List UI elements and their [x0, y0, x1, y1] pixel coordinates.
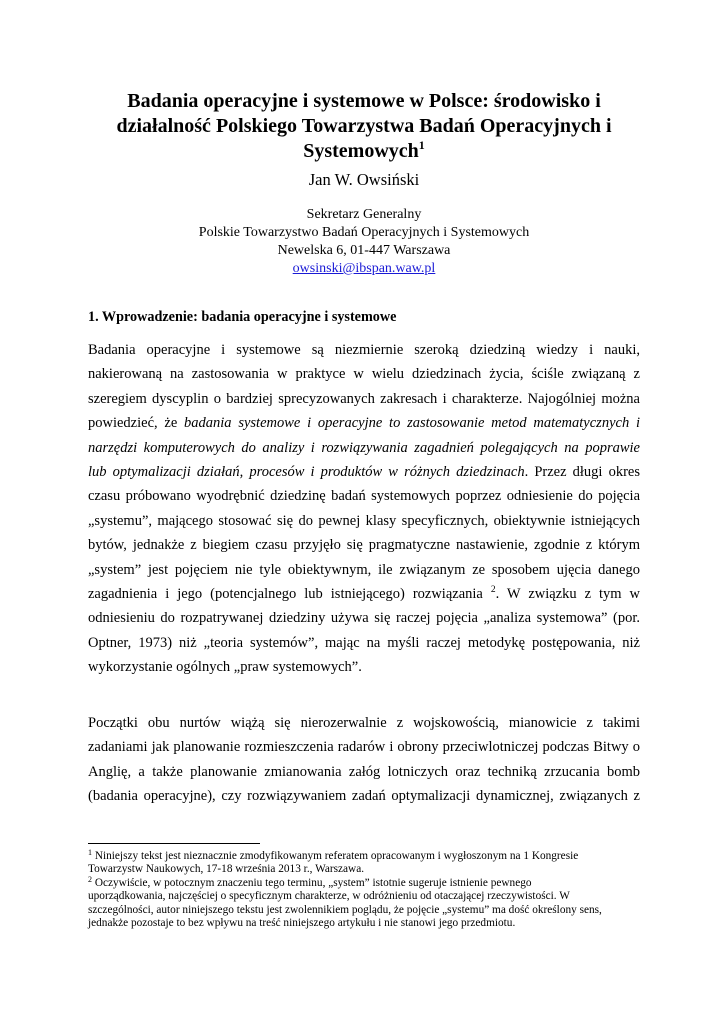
affiliation-block [88, 206, 640, 278]
footnote-text: Niniejszy tekst jest nieznacznie zmodyfikowanym referatem opracowanym i wygłoszonym na 1 Kongresie [94, 850, 579, 862]
author-name: Jan W. Owsiński [308, 170, 420, 189]
italic-definition: badania systemowe i operacyjne to zastosowanie metod matematycznych i [184, 415, 640, 432]
footnote-2-line: jednakże pozostaje to bez wpływu na treść niniejszego artykułu i nie stanowi jego przedmiotu. [88, 917, 516, 930]
paragraph-line: „systemu”, mającego stosować się do pewnej klasy specyficznych, obiektywnie istniejących [88, 512, 640, 529]
paragraph-line: bytów, jednakże z biegiem czasu przyjęło się pragmatyczne nastawienie, zgodnie z którym [88, 537, 640, 554]
paragraph-line: Anglię, a także planowanie zmianowania załóg lotniczych oraz techniką zrzucania bomb [88, 763, 640, 780]
footnote-2-line [88, 874, 640, 890]
italic-definition: lub optymalizacji działań, procesów i produktów w różnych dziedzinach [88, 463, 525, 480]
title-line-3-text: Systemowych [303, 140, 419, 162]
title-line-2: działalność Polskiego Towarzystwa Badań Operacyjnych i [116, 115, 612, 137]
title-footnote-marker[interactable]: 1 [418, 138, 425, 152]
paragraph-line [88, 411, 640, 435]
paragraph-line: nakierowaną na zastosowania w praktyce w wielu dziedzinach życia, ściśle związaną z [88, 366, 640, 383]
paragraph-line: Optner, 1973) niż „teoria systemów”, mając na myśli raczej metodykę postępowania, niż [88, 634, 640, 651]
paragraph-line: odniesieniu do rozpatrywanej dziedziny używa się raczej pojęcia „analiza systemowa” (por. [88, 610, 640, 627]
affiliation-address: Newelska 6, 01-447 Warszawa [277, 243, 451, 258]
author-email-link[interactable]: owsinski@ibspan.waw.pl [292, 261, 436, 276]
paragraph-2 [88, 711, 640, 809]
italic-definition: narzędzi komputerowych do analizy i rozwiązywania zagadnień polegających na poprawie [88, 439, 640, 456]
footnote-2-marker: 2 [88, 874, 92, 884]
line-text: zagadnienia i jego (potencjalnego lub istniejącego) rozwiązania [88, 585, 483, 602]
paragraph-line: czasu próbowano wyodrębnić dziedzinę badań systemowych poprzez odniesienie do pojęcia [88, 488, 640, 505]
line-text: powiedzieć, że [88, 415, 185, 432]
line-text: . Przez długi okres [524, 463, 640, 480]
paragraph-line [88, 436, 640, 460]
footnote-text: Oczywiście, w potocznym znaczeniu tego terminu, „system” istotnie sugeruje istnienie pewnego [94, 876, 532, 889]
footnote-2-line: szczególności, autor niniejszego tekstu jest zwolennikiem poglądu, że pojęcie „systemu” ma dość określony sens, [88, 903, 602, 916]
footnotes [88, 850, 640, 930]
paragraph-line [88, 460, 640, 484]
affiliation-org: Polskie Towarzystwo Badań Operacyjnych i Systemowych [198, 225, 530, 240]
paragraph-line: Początki obu nurtów wiążą się nierozerwalnie z wojskowością, mianowicie z takimi [88, 715, 640, 731]
footnote-separator [88, 843, 260, 844]
paragraph-1 [88, 338, 640, 679]
footnote-ref-2[interactable]: 2 [490, 584, 496, 595]
title-line-3 [88, 139, 640, 164]
line-text: . W związku z tym w [495, 585, 641, 602]
paragraph-line: „system” jest pojęciem nie tyle obiektywnym, ile związanym ze sposobem ujęcia danego [88, 561, 640, 578]
paragraph-line: szeregiem dyscyplin o bardziej sprecyzowanych zakresach i charakterze. Najogólniej można [88, 390, 640, 407]
affiliation-role: Sekretarz Generalny [306, 207, 422, 222]
paragraph-line [88, 582, 640, 606]
section-heading: 1. Wprowadzenie: badania operacyjne i systemowe [88, 309, 397, 325]
footnote-1-marker: 1 [88, 848, 92, 857]
paragraph-line: wykorzystanie ogólnych „praw systemowych”. [88, 659, 362, 676]
title-line-1: Badania operacyjne i systemowe w Polsce: środowisko i [127, 90, 601, 112]
footnote-2-line: uporządkowania, najczęściej o specyficznym charakterze, w odróżnieniu od otaczającej rzeczywistości. W [88, 890, 570, 903]
paragraph-line: zadaniami jak planowanie rozmieszczenia radarów i obrony przeciwlotniczej podczas Bitwy o [88, 739, 640, 756]
paragraph-line: Badania operacyjne i systemowe są niezmiernie szeroką dziedziną wiedzy i nauki, [88, 342, 640, 358]
paper-title [88, 89, 640, 164]
footnote-1-line [88, 850, 640, 863]
footnote-1-line: Towarzystw Naukowych, 17-18 września 2013 r., Warszawa. [88, 863, 365, 876]
paragraph-line: (badania operacyjne), czy rozwiązywaniem zadań optymalizacji dynamicznej, związanych z [88, 788, 640, 805]
